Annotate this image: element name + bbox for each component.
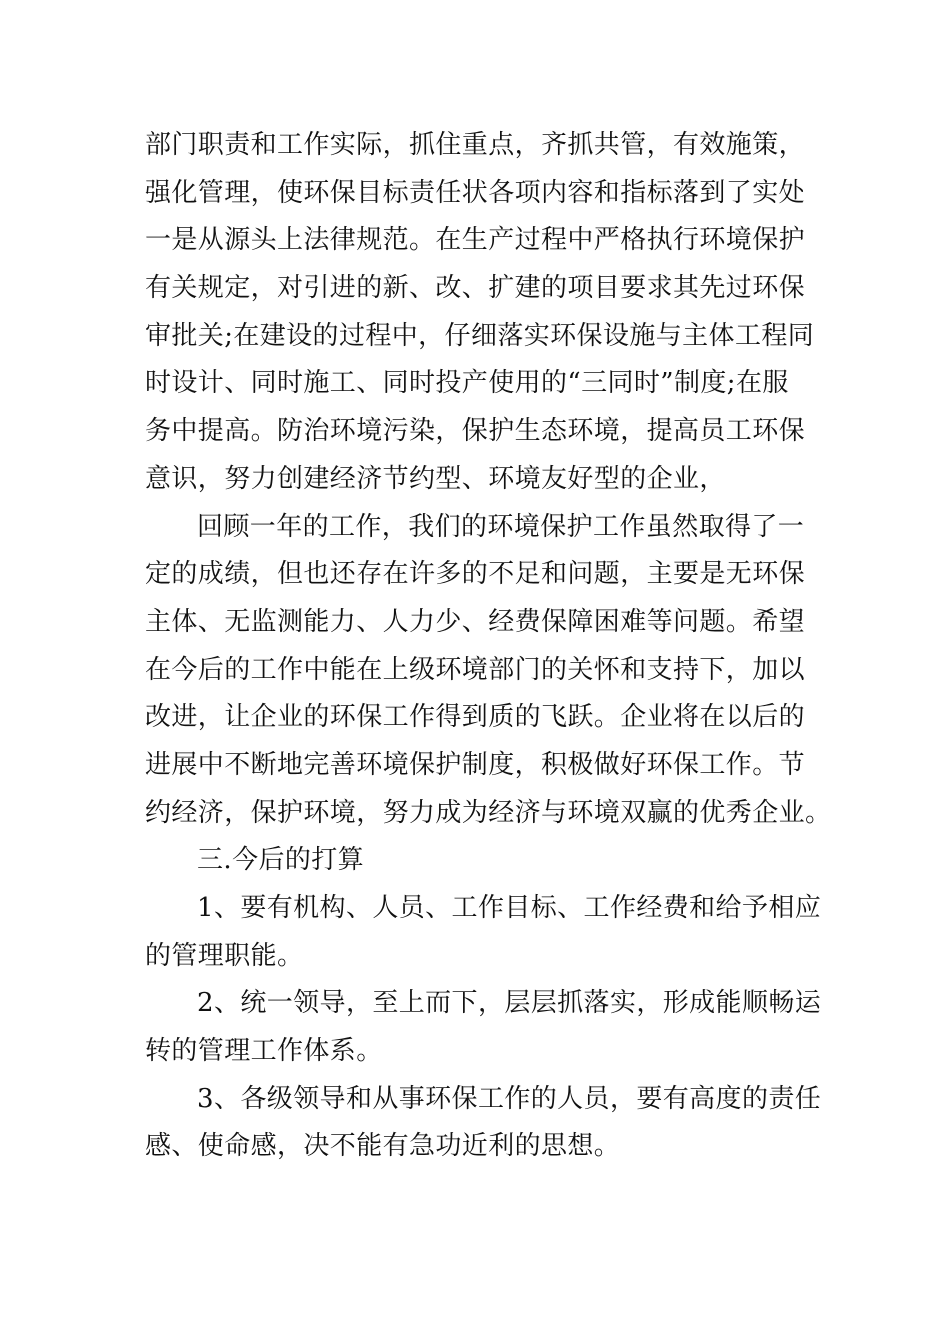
text-line: 一是从源头上法律规范。在生产过程中严格执行环境保护 bbox=[145, 225, 806, 256]
text-line: 1、要有机构、人员、工作目标、工作经费和给予相应 bbox=[197, 893, 822, 923]
text-line: 意识，努力创建经济节约型、环境友好型的企业， bbox=[145, 463, 726, 494]
text-line: 在今后的工作中能在上级环境部门的关怀和支持下，加以 bbox=[145, 654, 806, 685]
text-line: 转的管理工作体系。 bbox=[145, 1036, 383, 1067]
text-line: 主体、无监测能力、人力少、经费保障困难等问题。希望 bbox=[145, 606, 806, 637]
text-line: 务中提高。防治环境污染，保护生态环境，提高员工环保 bbox=[145, 416, 806, 447]
text-line: 部门职责和工作实际，抓住重点，齐抓共管，有效施策， bbox=[145, 130, 806, 160]
text-line: 定的成绩，但也还存在许多的不足和问题，主要是无环保 bbox=[145, 559, 806, 590]
text-line: 回顾一年的工作，我们的环境保护工作虽然取得了一 bbox=[197, 511, 805, 542]
text-line: 三.今后的打算 bbox=[197, 845, 365, 876]
text-line: 感、使命感，决不能有急功近利的思想。 bbox=[145, 1131, 621, 1162]
text-line: 有关规定，对引进的新、改、扩建的项目要求其先过环保 bbox=[145, 273, 806, 304]
document-body bbox=[145, 122, 832, 1171]
text-line: 审批关;在建设的过程中，仔细落实环保设施与主体工程同 bbox=[145, 320, 815, 351]
text-line: 2、统一领导，至上而下，层层抓落实，形成能顺畅运 bbox=[197, 988, 822, 1019]
text-line: 时设计、同时施工、同时投产使用的“三同时”制度;在服 bbox=[145, 368, 789, 399]
text-line: 的管理职能。 bbox=[145, 940, 304, 971]
text-line: 约经济，保护环境，努力成为经济与环境双赢的优秀企业。 bbox=[145, 797, 832, 828]
text-line: 强化管理，使环保目标责任状各项内容和指标落到了实处 bbox=[145, 177, 806, 208]
text-line: 改进，让企业的环保工作得到质的飞跃。企业将在以后的 bbox=[145, 702, 806, 733]
text-line: 进展中不断地完善环境保护制度，积极做好环保工作。节 bbox=[145, 749, 806, 780]
text-line: 3、各级领导和从事环保工作的人员，要有高度的责任 bbox=[197, 1083, 822, 1114]
